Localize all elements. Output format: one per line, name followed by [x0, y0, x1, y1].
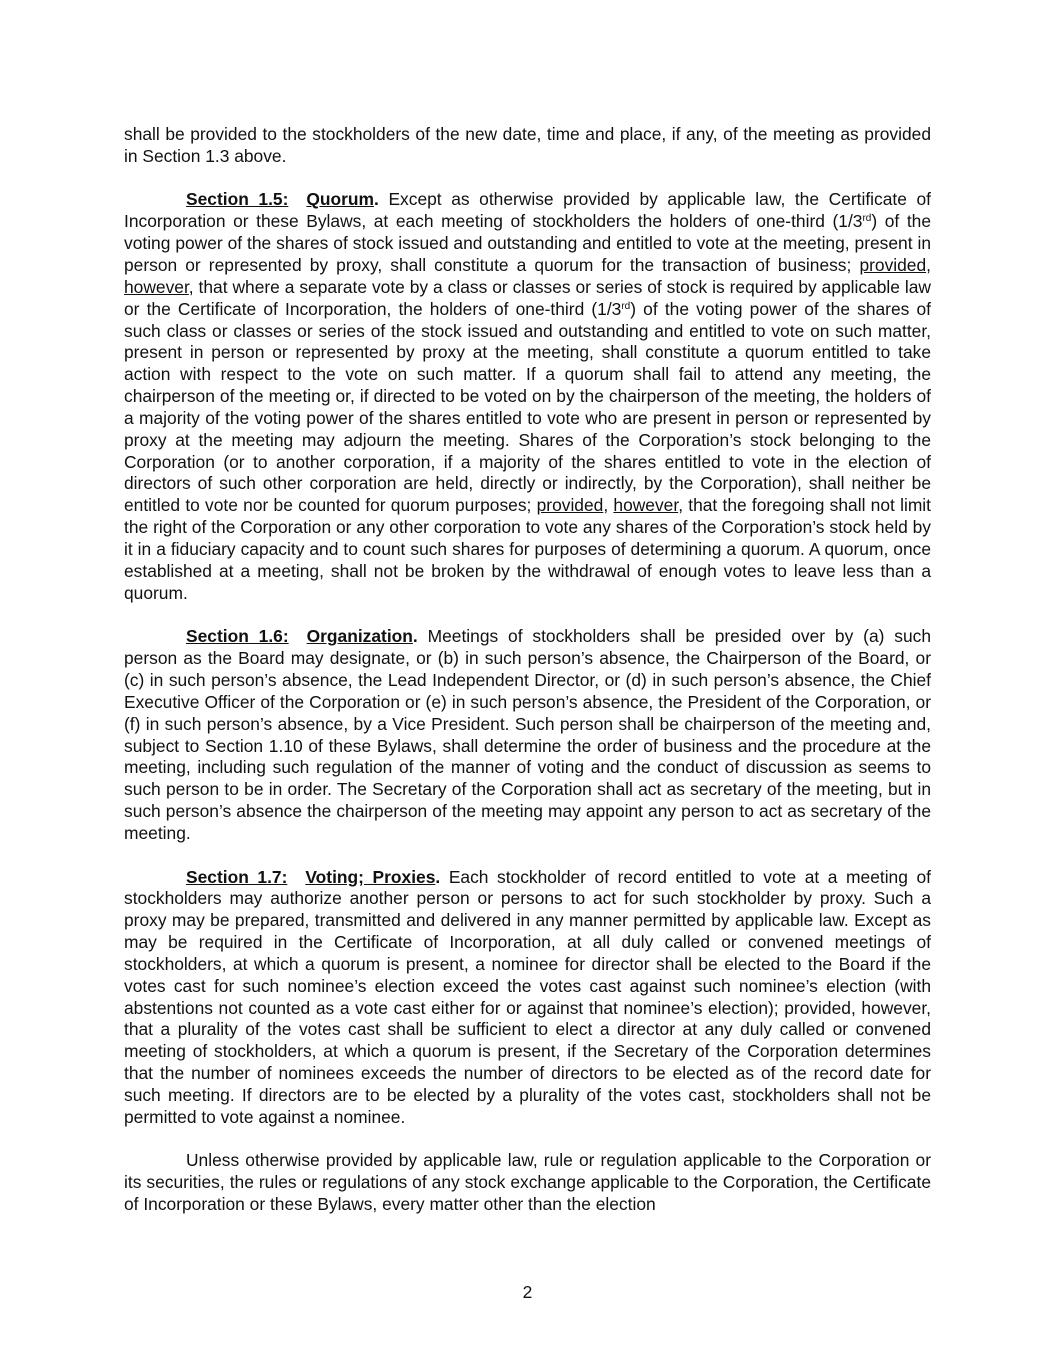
superscript-rd: rd	[621, 300, 631, 312]
section-1-7-number: Section 1.7:	[186, 866, 288, 887]
section-1-5-text-c: , that where a separate vote by a class or classes or series of stock is required by applicable law or the Certificate of Incorporation, the holders of one-third (1/3	[124, 276, 931, 319]
section-1-5-title: Quorum	[306, 189, 375, 210]
section-1-6-text: Meetings of stockholders shall be presided over by (a) such person as the Board may designate, or (b) in such person’s absence, the Chairperson of the Board, or (c) in such person’s absence, the Lead Independent Director, or (d) in such person’s absence, the Chief Executive Officer of the Corporation or (e) in such person’s absence, the President of the Corporation, or (f) in such person’s absence, by a Vice President. Such person shall be chairperson of the meeting and, subject to Section 1.10 of these Bylaws, shall determine the order of business and the procedure at the meeting, including such regulation of the manner of voting and the conduct of discussion as seems to such person to be in order. The Secretary of the Corporation shall act as secretary of the meeting, but in such person’s absence the chairperson of the meeting may appoint any person to act as secretary of the meeting.	[124, 626, 931, 843]
section-1-6-title: Organization	[306, 626, 413, 647]
intro-paragraph	[124, 124, 931, 168]
however-term: however	[613, 495, 679, 516]
page-number: 2	[522, 1282, 533, 1302]
closing-text: Unless otherwise provided by applicable law, rule or regulation applicable to the Corporation or its securities, the rules or regulations of any stock exchange applicable to the Corporation, the Certificate of Incorporation or these Bylaws, every matter other than the election	[124, 1150, 931, 1215]
section-1-5-text-e: , that the foregoing shall not limit the right of the Corporation or any other corporation to vote any shares of the Corporation’s stock held by it in a fiduciary capacity and to count such shares for purposes of determining a quorum. A quorum, once established at a meeting, shall not be broken by the withdrawal of enough votes to leave less than a quorum.	[124, 495, 932, 603]
section-1-7-title: Voting; Proxies	[305, 866, 436, 887]
section-1-5-text-a: Except as otherwise provided by applicable law, the Certificate of Incorporation or these Bylaws, at each meeting of stockholders the holders of one-third (1/3	[124, 189, 931, 232]
document-page	[124, 124, 931, 1238]
provided-term: provided	[859, 255, 927, 276]
section-1-5-text-d: ) of the voting power of the shares of such class or classes or series of the stock issued and outstanding and entitled to vote on such matter, present in person or represented by proxy at the meeting, shall constitute a quorum entitled to take action with respect to the vote on such matter. If a quorum shall fail to attend any meeting, the chairperson of the meeting or, if directed to be voted on by the chairperson of the meeting, the holders of a majority of the voting power of the shares entitled to vote who are present in person or represented by proxy at the meeting may adjourn the meeting. Shares of the Corporation’s stock belonging to the Corporation (or to another corporation, if a majority of the shares entitled to vote in the election of directors of such other corporation are held, directly or indirectly, by the Corporation), shall neither be entitled to vote nor be counted for quorum purposes;	[124, 298, 931, 516]
section-1-5-text-b: ) of the voting power of the shares of stock issued and outstanding and entitled to vote at the meeting, present in person or represented by proxy, shall constitute a quorum for the transaction of business;	[124, 211, 931, 276]
however-term: however	[124, 276, 189, 297]
section-1-7-text: Each stockholder of record entitled to vote at a meeting of stockholders may authorize another person or persons to act for such stockholder by proxy. Such a proxy may be prepared, transmitted and delivered in any manner permitted by applicable law. Except as may be required in the Certificate of Incorporation, at all duly called or convened meetings of stockholders, at which a quorum is present, a nominee for director shall be elected to the Board if the votes cast for such nominee’s election exceed the votes cast against such nominee’s election (with abstentions not counted as a vote cast either for or against that nominee’s election); provided, however, that a plurality of the votes cast shall be sufficient to elect a director at any duly called or convened meeting of stockholders, at which a quorum is present, if the Secretary of the Corporation determines that the number of nominees exceeds the number of directors to be elected as of the record date for such meeting. If directors are to be elected by a plurality of the votes cast, stockholders shall not be permitted to vote against a nominee.	[124, 866, 931, 1127]
intro-text: shall be provided to the stockholders of the new date, time and place, if any, of the meeting as provided in Section 1.3 above.	[124, 124, 931, 166]
superscript-rd: rd	[862, 213, 872, 225]
section-1-5-number: Section 1.5:	[186, 189, 289, 210]
section-1-6-number: Section 1.6:	[186, 626, 289, 647]
closing-paragraph	[124, 1150, 931, 1216]
section-1-6-paragraph: Section 1.6: Organization. Meetings of stockholders shall be presided over by (a) such person as the Board may designate, or (b) in such person’s absence, the Chairperson of the Board, or (c) in such person’s absence, the Lead Independent Director, or (d) in such person’s absence, the Chief Executive Officer of the Corporation or (e) in such person’s absence, the President of the Corporation, or (f) in such person’s absence, by a Vice President. Such person shall be chairperson of the meeting and, subject to Section 1.10 of these Bylaws, shall determine the order of business and the procedure at the meeting, including such regulation of the manner of voting and the conduct of discussion as seems to such person to be in order. The Secretary of the Corporation shall act as secretary of the meeting, but in such person’s absence the chairperson of the meeting may appoint any person to act as secretary of the meeting.	[124, 626, 931, 843]
section-1-5-paragraph: Section 1.5: Quorum. Except as otherwise provided by applicable law, the Certificate of Incorporation or these Bylaws, at each meeting of stockholders the holders of one-third (1/3rd) of the voting power of the shares of stock issued and outstanding and entitled to vote at the meeting, present in person or represented by proxy, shall constitute a quorum for the transaction of business; provided, however, that where a separate vote by a class or classes or series of stock is required by applicable law or the Certificate of Incorporation, the holders of one-third (1/3rd) of the voting power of the shares of such class or classes or series of the stock issued and outstanding and entitled to vote on such matter, present in person or represented by proxy at the meeting, shall constitute a quorum entitled to take action with respect to the vote on such matter. If a quorum shall fail to attend any meeting, the chairperson of the meeting or, if directed to be voted on by the chairperson of the meeting, the holders of a majority of the voting power of the shares entitled to vote who are present in person or represented by proxy at the meeting may adjourn the meeting. Shares of the Corporation’s stock belonging to the Corporation (or to another corporation, if a majority of the shares entitled to vote in the election of directors of such other corporation are held, directly or indirectly, by the Corporation), shall neither be entitled to vote nor be counted for quorum purposes; provided, however, that the foregoing shall not limit the right of the Corporation or any other corporation to vote any shares of the Corporation’s stock held by it in a fiduciary capacity and to count such shares for purposes of determining a quorum. A quorum, once established at a meeting, shall not be broken by the withdrawal of enough votes to leave less than a quorum.	[124, 189, 932, 603]
provided-term: provided	[536, 495, 604, 516]
section-1-7-paragraph: Section 1.7: Voting; Proxies. Each stockholder of record entitled to vote at a meeting of stockholders may authorize another person or persons to act for such stockholder by proxy. Such a proxy may be prepared, transmitted and delivered in any manner permitted by applicable law. Except as may be required in the Certificate of Incorporation, at all duly called or convened meetings of stockholders, at which a quorum is present, a nominee for director shall be elected to the Board if the votes cast for such nominee’s election exceed the votes cast against such nominee’s election (with abstentions not counted as a vote cast either for or against that nominee’s election); provided, however, that a plurality of the votes cast shall be sufficient to elect a director at any duly called or convened meeting of stockholders, at which a quorum is present, if the Secretary of the Corporation determines that the number of nominees exceeds the number of directors to be elected as of the record date for such meeting. If directors are to be elected by a plurality of the votes cast, stockholders shall not be permitted to vote against a nominee.	[124, 866, 931, 1127]
